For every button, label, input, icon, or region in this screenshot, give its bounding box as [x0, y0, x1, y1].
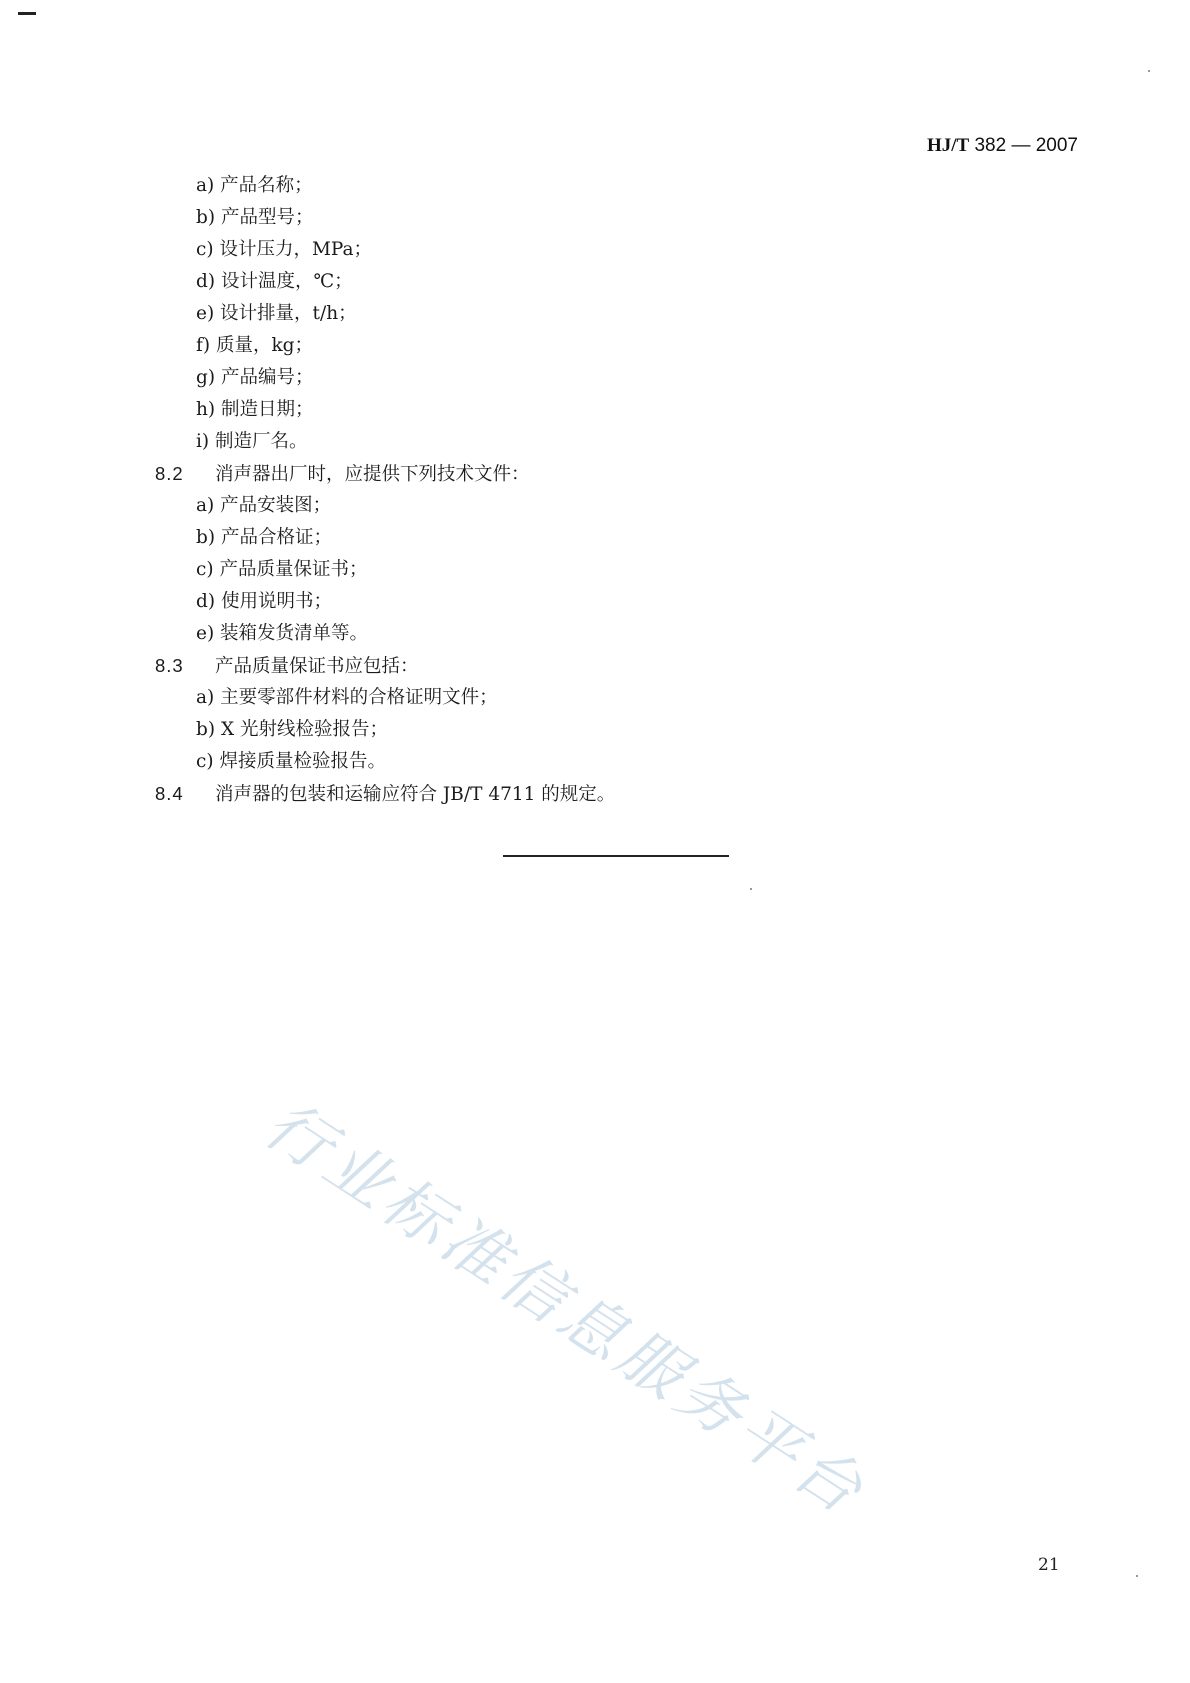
corner-mark: [18, 12, 36, 15]
clause-text: 产品质量保证书应包括：: [215, 656, 419, 677]
list-item: i) 制造厂名。: [196, 431, 308, 452]
clause-number: 8.3: [155, 655, 184, 676]
end-rule: [503, 855, 729, 857]
clause-text: 消声器出厂时，应提供下列技术文件：: [215, 464, 530, 485]
list-item: d) 设计温度，℃；: [196, 271, 353, 292]
scan-speck: [1136, 1575, 1138, 1577]
list-item: e) 设计排量，t/h；: [196, 303, 357, 324]
watermark: 行业标准信息服务平台: [251, 1087, 879, 1531]
clause-8-4: [155, 781, 615, 808]
list-item: h) 制造日期；: [196, 399, 314, 420]
list-item: b) X 光射线检验报告；: [196, 719, 388, 740]
list-item: f) 质量，kg；: [196, 335, 313, 356]
list-item: b) 产品型号；: [196, 207, 314, 228]
list-item: b) 产品合格证；: [196, 527, 332, 548]
list-item: c) 产品质量保证书；: [196, 559, 368, 580]
page-number: 21: [1038, 1555, 1060, 1575]
scan-speck: [750, 888, 752, 890]
list-item: g) 产品编号；: [196, 367, 314, 388]
list-item: a) 主要零部件材料的合格证明文件；: [196, 687, 498, 708]
clause-number: 8.4: [155, 783, 184, 804]
list-item: e) 装箱发货清单等。: [196, 623, 369, 644]
list-item: d) 使用说明书；: [196, 591, 332, 612]
list-item: a) 产品安装图；: [196, 495, 332, 516]
clause-8-3: [155, 653, 419, 680]
list-item: c) 焊接质量检验报告。: [196, 751, 386, 772]
clause-number: 8.2: [155, 463, 184, 484]
standard-code: HJ/T 382 — 2007: [926, 135, 1078, 156]
list-item: a) 产品名称；: [196, 175, 313, 196]
scan-speck: [1148, 70, 1150, 72]
clause-text: 消声器的包装和运输应符合 JB/T 4711 的规定。: [215, 784, 616, 805]
list-item: c) 设计压力，MPa；: [196, 239, 373, 260]
clause-8-2: [155, 461, 530, 488]
